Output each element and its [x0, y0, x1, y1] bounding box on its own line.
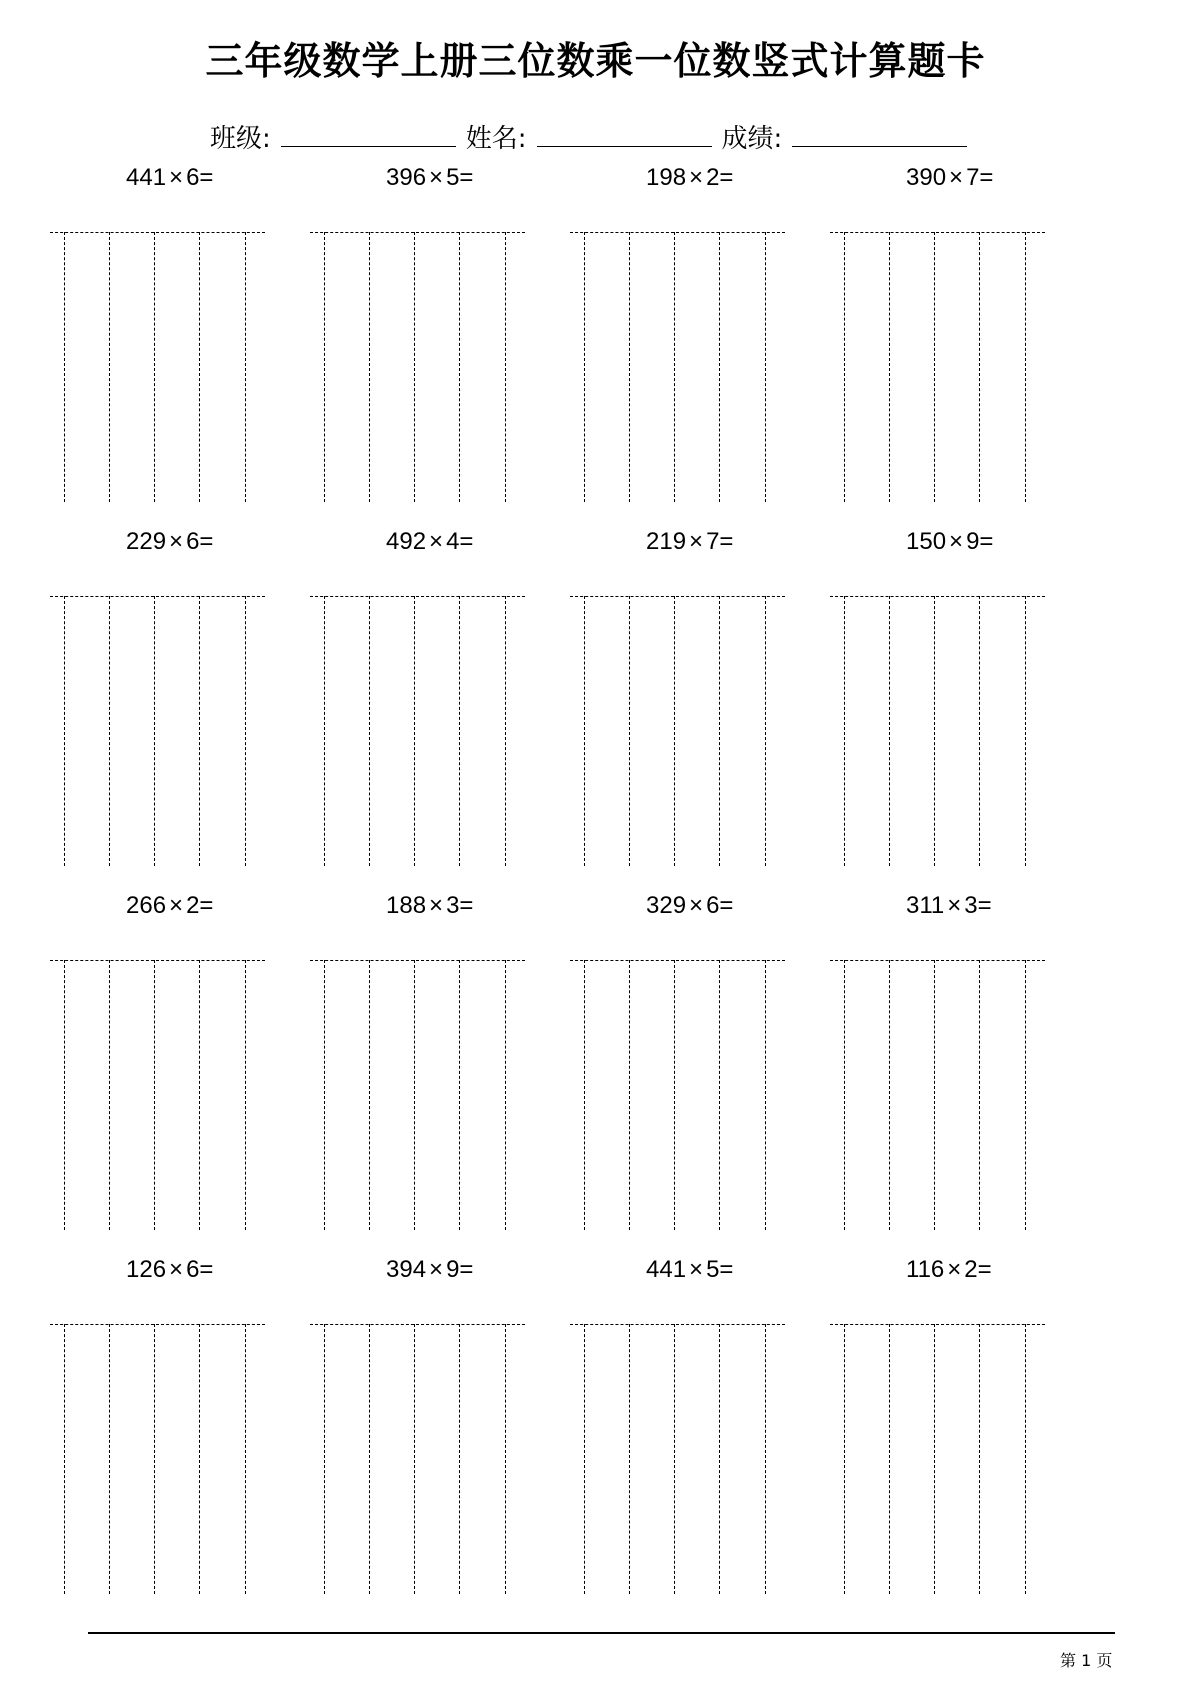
grid-column-dashed-line [584, 1324, 585, 1594]
problem-multiplicand: 188 [386, 892, 427, 919]
problem-multiplicand: 394 [386, 1256, 427, 1283]
problem-label [126, 892, 213, 920]
answer-grid[interactable] [50, 232, 265, 502]
answer-grid[interactable] [50, 596, 265, 866]
problem-label [386, 892, 473, 920]
grid-column-dashed-line [154, 596, 155, 866]
grid-column-dashed-line [459, 232, 460, 502]
answer-grid[interactable] [570, 1324, 785, 1594]
answer-grid[interactable] [50, 960, 265, 1230]
grid-column-dashed-line [889, 960, 890, 1230]
grid-column-dashed-line [154, 232, 155, 502]
grid-column-dashed-line [459, 1324, 460, 1594]
grid-top-dashed-line [50, 596, 265, 597]
equals-sign: = [719, 1256, 734, 1283]
grid-column-dashed-line [199, 1324, 200, 1594]
grid-column-dashed-line [505, 1324, 506, 1594]
grid-column-dashed-line [979, 1324, 980, 1594]
grid-column-dashed-line [369, 232, 370, 502]
problem-label [646, 528, 733, 556]
problem-multiplicand: 441 [646, 1256, 687, 1283]
grid-column-dashed-line [109, 232, 110, 502]
equals-sign: = [719, 892, 734, 919]
problem-label [126, 164, 213, 192]
answer-grid[interactable] [570, 960, 785, 1230]
problem-multiplier: 2 [706, 164, 720, 191]
grid-column-dashed-line [629, 596, 630, 866]
grid-column-dashed-line [844, 596, 845, 866]
grid-column-dashed-line [674, 1324, 675, 1594]
problem-multiplicand: 390 [906, 164, 947, 191]
problem-multiplier: 6 [186, 164, 200, 191]
grid-top-dashed-line [310, 596, 525, 597]
grid-column-dashed-line [245, 960, 246, 1230]
answer-grid[interactable] [830, 1324, 1045, 1594]
problem-multiplier: 4 [446, 528, 460, 555]
multiply-sign: × [689, 528, 704, 555]
problem-multiplier: 3 [964, 892, 978, 919]
grid-top-dashed-line [570, 232, 785, 233]
equals-sign: = [199, 528, 214, 555]
grid-column-dashed-line [584, 960, 585, 1230]
grid-top-dashed-line [830, 960, 1045, 961]
grid-top-dashed-line [570, 1324, 785, 1325]
grid-column-dashed-line [674, 232, 675, 502]
grid-column-dashed-line [369, 596, 370, 866]
problem-multiplicand: 329 [646, 892, 687, 919]
grid-column-dashed-line [844, 960, 845, 1230]
equals-sign: = [199, 164, 214, 191]
footer-divider [88, 1632, 1115, 1634]
problem-multiplier: 7 [966, 164, 980, 191]
multiply-sign: × [429, 164, 444, 191]
grid-column-dashed-line [154, 960, 155, 1230]
problem-label [646, 892, 733, 920]
grid-column-dashed-line [64, 1324, 65, 1594]
class-field [210, 118, 456, 155]
multiply-sign: × [429, 892, 444, 919]
grid-column-dashed-line [414, 232, 415, 502]
equals-sign: = [199, 892, 214, 919]
problem-multiplicand: 396 [386, 164, 427, 191]
answer-grid[interactable] [570, 232, 785, 502]
equals-sign: = [977, 892, 992, 919]
multiply-sign: × [169, 1256, 184, 1283]
multiply-sign: × [689, 892, 704, 919]
problem-multiplicand: 198 [646, 164, 687, 191]
multiply-sign: × [949, 164, 964, 191]
problem-multiplier: 7 [706, 528, 720, 555]
problem-multiplicand: 311 [906, 892, 945, 919]
multiply-sign: × [429, 1256, 444, 1283]
grid-column-dashed-line [64, 232, 65, 502]
grid-column-dashed-line [414, 960, 415, 1230]
grid-column-dashed-line [109, 1324, 110, 1594]
grid-top-dashed-line [310, 1324, 525, 1325]
problem-multiplicand: 219 [646, 528, 687, 555]
problem-label [126, 528, 213, 556]
grid-top-dashed-line [830, 596, 1045, 597]
name-field [466, 118, 712, 155]
problem-multiplicand: 266 [126, 892, 167, 919]
grid-column-dashed-line [414, 596, 415, 866]
grid-column-dashed-line [199, 232, 200, 502]
equals-sign: = [979, 164, 994, 191]
equals-sign: = [977, 1256, 992, 1283]
score-field [722, 118, 968, 155]
grid-column-dashed-line [245, 1324, 246, 1594]
grid-top-dashed-line [570, 960, 785, 961]
name-blank[interactable] [537, 120, 712, 147]
problem-label [646, 1256, 733, 1284]
answer-grid[interactable] [830, 596, 1045, 866]
grid-column-dashed-line [414, 1324, 415, 1594]
grid-column-dashed-line [505, 232, 506, 502]
equals-sign: = [199, 1256, 214, 1283]
answer-grid[interactable] [50, 1324, 265, 1594]
grid-column-dashed-line [765, 1324, 766, 1594]
answer-grid[interactable] [310, 960, 525, 1230]
grid-top-dashed-line [570, 596, 785, 597]
grid-column-dashed-line [324, 596, 325, 866]
grid-column-dashed-line [584, 232, 585, 502]
problem-multiplier: 5 [706, 1256, 720, 1283]
grid-column-dashed-line [1025, 960, 1026, 1230]
grid-column-dashed-line [324, 232, 325, 502]
grid-column-dashed-line [505, 596, 506, 866]
grid-top-dashed-line [50, 960, 265, 961]
problem-multiplicand: 492 [386, 528, 427, 555]
grid-column-dashed-line [934, 960, 935, 1230]
grid-column-dashed-line [719, 960, 720, 1230]
equals-sign: = [459, 1256, 474, 1283]
grid-column-dashed-line [889, 232, 890, 502]
multiply-sign: × [689, 164, 704, 191]
equals-sign: = [459, 528, 474, 555]
grid-column-dashed-line [109, 596, 110, 866]
grid-column-dashed-line [505, 960, 506, 1230]
grid-column-dashed-line [324, 960, 325, 1230]
grid-column-dashed-line [245, 596, 246, 866]
problem-multiplier: 2 [964, 1256, 978, 1283]
grid-column-dashed-line [199, 960, 200, 1230]
grid-top-dashed-line [50, 1324, 265, 1325]
multiply-sign: × [169, 528, 184, 555]
grid-column-dashed-line [674, 596, 675, 866]
student-info-line [210, 118, 977, 155]
grid-column-dashed-line [1025, 1324, 1026, 1594]
grid-column-dashed-line [934, 232, 935, 502]
grid-column-dashed-line [844, 1324, 845, 1594]
equals-sign: = [719, 164, 734, 191]
grid-column-dashed-line [459, 596, 460, 866]
grid-column-dashed-line [324, 1324, 325, 1594]
problem-multiplicand: 116 [906, 1256, 945, 1283]
answer-grid[interactable] [310, 232, 525, 502]
grid-column-dashed-line [979, 232, 980, 502]
equals-sign: = [719, 528, 734, 555]
multiply-sign: × [429, 528, 444, 555]
multiply-sign: × [169, 164, 184, 191]
problem-multiplier: 5 [446, 164, 460, 191]
grid-column-dashed-line [719, 596, 720, 866]
problem-multiplicand: 126 [126, 1256, 167, 1283]
grid-column-dashed-line [934, 596, 935, 866]
grid-column-dashed-line [584, 596, 585, 866]
problem-multiplier: 2 [186, 892, 200, 919]
grid-column-dashed-line [629, 960, 630, 1230]
problem-multiplicand: 229 [126, 528, 167, 555]
problem-label [906, 1256, 992, 1284]
grid-column-dashed-line [674, 960, 675, 1230]
grid-column-dashed-line [245, 232, 246, 502]
grid-column-dashed-line [199, 596, 200, 866]
name-label: 姓名: [465, 124, 527, 154]
problem-label [386, 164, 473, 192]
grid-column-dashed-line [369, 960, 370, 1230]
answer-grid[interactable] [310, 1324, 525, 1594]
problem-label [386, 1256, 473, 1284]
answer-grid[interactable] [310, 596, 525, 866]
answer-grid[interactable] [830, 232, 1045, 502]
multiply-sign: × [947, 1256, 962, 1283]
problem-multiplier: 6 [186, 1256, 200, 1283]
score-blank[interactable] [792, 120, 967, 147]
grid-column-dashed-line [765, 960, 766, 1230]
grid-column-dashed-line [844, 232, 845, 502]
problem-label [646, 164, 733, 192]
answer-grid[interactable] [570, 596, 785, 866]
grid-top-dashed-line [830, 1324, 1045, 1325]
grid-column-dashed-line [979, 960, 980, 1230]
answer-grid[interactable] [830, 960, 1045, 1230]
problem-label [906, 528, 993, 556]
grid-column-dashed-line [979, 596, 980, 866]
class-label: 班级: [210, 124, 271, 154]
problem-multiplier: 9 [966, 528, 980, 555]
grid-column-dashed-line [719, 232, 720, 502]
problem-label [126, 1256, 213, 1284]
grid-top-dashed-line [310, 232, 525, 233]
grid-column-dashed-line [629, 1324, 630, 1594]
problem-label [906, 892, 992, 920]
grid-column-dashed-line [64, 960, 65, 1230]
page-number: 第 1 页 [1060, 1651, 1113, 1670]
grid-column-dashed-line [109, 960, 110, 1230]
problem-multiplicand: 441 [126, 164, 167, 191]
problem-multiplier: 3 [446, 892, 460, 919]
grid-column-dashed-line [934, 1324, 935, 1594]
problem-multiplier: 6 [706, 892, 720, 919]
equals-sign: = [459, 164, 474, 191]
grid-top-dashed-line [830, 232, 1045, 233]
grid-column-dashed-line [1025, 596, 1026, 866]
grid-column-dashed-line [765, 596, 766, 866]
equals-sign: = [459, 892, 474, 919]
grid-column-dashed-line [889, 1324, 890, 1594]
equals-sign: = [979, 528, 994, 555]
grid-top-dashed-line [310, 960, 525, 961]
grid-column-dashed-line [154, 1324, 155, 1594]
grid-column-dashed-line [459, 960, 460, 1230]
multiply-sign: × [169, 892, 184, 919]
grid-column-dashed-line [64, 596, 65, 866]
grid-top-dashed-line [50, 232, 265, 233]
grid-column-dashed-line [719, 1324, 720, 1594]
grid-column-dashed-line [765, 232, 766, 502]
grid-column-dashed-line [889, 596, 890, 866]
multiply-sign: × [947, 892, 962, 919]
problem-multiplicand: 150 [906, 528, 947, 555]
class-blank[interactable] [281, 120, 456, 147]
grid-column-dashed-line [369, 1324, 370, 1594]
problem-label [386, 528, 473, 556]
grid-column-dashed-line [629, 232, 630, 502]
problem-multiplier: 9 [446, 1256, 460, 1283]
problem-multiplier: 6 [186, 528, 200, 555]
multiply-sign: × [689, 1256, 704, 1283]
multiply-sign: × [949, 528, 964, 555]
score-label: 成绩: [721, 124, 783, 154]
worksheet-title: 三年级数学上册三位数乘一位数竖式计算题卡 [205, 39, 986, 83]
grid-column-dashed-line [1025, 232, 1026, 502]
problem-label [906, 164, 993, 192]
